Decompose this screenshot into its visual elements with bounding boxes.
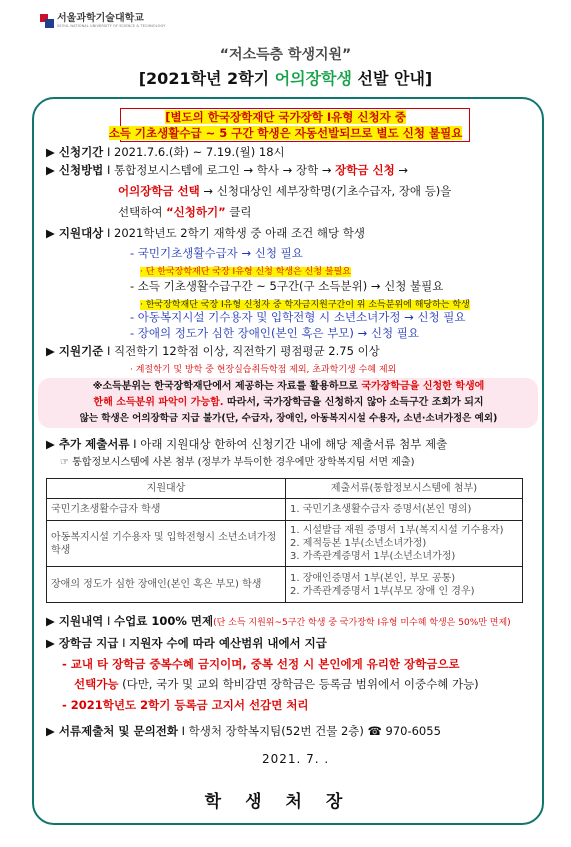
payment-row: ▶ 장학금 지급 I 지원자 수에 따라 예산범위 내에서 지급 [46,636,327,650]
payment-line-2: 선택가능 (다만, 국가 및 교외 학비감면 장학금은 등록금 범위에서 이중수혜 가능) [74,677,479,691]
title-suffix: 선발 안내] [351,69,433,88]
university-logo [40,14,165,29]
period-label: 신청기간 [58,145,104,159]
target-label: 지원대상 [58,226,104,240]
period-row: ▶ 신청기간 I 2021.7.6.(화) ~ 7.19.(월) 18시 [46,145,285,159]
table-row [47,499,523,521]
issuer: 학생처장 [204,792,367,812]
payment-line-3: - 2021학년도 2학기 등록금 고지서 선감면 처리 [62,698,309,712]
table-row [47,521,523,567]
target-note-2: · 한국장학재단 국장 I유형 신청자 중 학자금지원구간이 위 소득분위에 해당하는 학생 [140,300,470,310]
title-highlight: 어의장학생 [274,69,352,88]
method-label: 신청방법 [58,163,104,177]
document-date: 2021. 7. . [262,752,330,766]
target-row: ▶ 지원대상 I 2021학년도 2학기 재학생 중 아래 조건 해당 학생 [46,226,366,240]
docs-table [46,478,523,603]
page-subtitle: “저소득층 학생지원” [219,47,352,63]
method-row-2: 어의장학금 선택 → 신청대상인 세부장학명(기초수급자, 장애 등)을 [118,184,452,198]
warning-line-2: 한해 소득분위 파악이 가능함. 따라서, 국가장학금을 신청하지 않아 소득구간 조회가 되지 [93,397,484,408]
target-item-2: - 소득 기초생활수급구간 ~ 5구간(구 소득분위) → 신청 불필요 [130,279,444,293]
docs-row: ▶ 추가 제출서류 I 아래 지원대상 한하여 신청기간 내에 해당 제출서류 첨부 제출 [46,437,448,451]
contact-row: ▶ 서류제출처 및 문의전화 I 학생처 장학복지팀(52번 건물 2층) ☎ 970-6055 [46,724,441,738]
target-item-4: - 장애의 정도가 심한 장애인(본인 혹은 부모) → 신청 필요 [130,326,419,340]
warning-line-3: 않는 학생은 어의장학금 지급 불가(단, 수급자, 장애인, 아동복지시설 수용자, 소년·소녀가정은 예외) [79,413,498,424]
docs-label: 추가 제출서류 [58,437,130,451]
table-cell: 1. 시설발급 재원 증명서 1부(복지시설 기수용자) 2. 제적등본 1부(소년소녀가정) 3. 가족관계증명서 1부(소년소녀가정) [286,521,523,567]
target-note-1: · 단 한국장학재단 국장 I유형 신청 학생은 신청 불필요 [140,267,351,277]
contact-label: 서류제출처 및 문의전화 [58,724,178,738]
logo-name-ko: 서울과학기술대학교 [57,13,144,24]
target-item-1: - 국민기초생활수급자 → 신청 필요 [130,246,303,260]
method-row-1: ▶ 신청방법 I 통합정보시스템에 로그인 → 학사 → 장학 → 장학금 신청 → [46,163,408,177]
support-row: ▶ 지원내역 I 수업료 100% 면제(단 소득 지원위~5구간 학생 중 국가장학 I유형 미수혜 학생은 50%만 면제) [46,614,511,628]
target-item-3: - 아동복지시설 기수용자 및 입학전형 시 소년소녀가정 → 신청 필요 [130,310,466,324]
criteria-note: · 계절학기 및 방학 중 현장실습취득학점 제외, 초과학기생 수혜 제외 [130,365,397,375]
table-cell: 아동복지시설 기수용자 및 입학전형시 소년소녀가정 학생 [47,521,286,567]
payment-line-1: - 교내 타 장학금 중복수혜 금지이며, 중복 선정 시 본인에게 유리한 장학금으로 [62,657,460,671]
notice-line-1: [별도의 한국장학재단 국가장학 I유형 신청자 중 [165,110,406,124]
table-cell: 국민기초생활수급자 학생 [47,499,286,521]
title-prefix: [2021학년 2학기 [138,69,275,88]
method-row-3: 선택하여 “신청하기” 클릭 [118,205,252,219]
table-cell: 장애의 정도가 심한 장애인(본인 혹은 부모) 학생 [47,567,286,603]
table-header: 지원대상 [47,479,286,499]
table-cell: 1. 국민기초생활수급자 증명서(본인 명의) [286,499,523,521]
table-row [47,567,523,603]
contact-phone: 970-6055 [385,724,441,738]
docs-note: ☞ 통합정보시스템에 사본 첨부 (정부가 부득이한 경우에만 장학복지팀 서면 제출) [60,457,415,468]
warning-line-1: ※소득분위는 한국장학재단에서 제공하는 자료를 활용하므로 국가장학금을 신청한 학생에 [92,381,485,392]
period-value: 2021.7.6.(화) ~ 7.19.(월) 18시 [114,145,285,159]
criteria-label: 지원기준 [58,344,104,358]
notice-line-2: 소득 기초생활수급 ~ 5 구간 학생은 자동선발되므로 별도 신청 불필요 [108,126,463,140]
logo-emblem [40,14,54,28]
scholarship-apply-link: 장학금 신청 [335,163,395,177]
table-header-row [47,479,523,499]
support-label: 지원내역 [58,614,104,628]
criteria-row: ▶ 지원기준 I 직전학기 12학점 이상, 직전학기 평점평균 2.75 이상 [46,344,380,358]
logo-name-en: SEOUL NATIONAL UNIVERSITY OF SCIENCE & TECHNOLOGY [57,24,166,28]
page-title [0,66,571,89]
table-header: 제출서류(통합정보시스템에 첨부) [286,479,523,499]
payment-label: 장학금 지급 [58,636,119,650]
phone-icon: ☎ [367,724,382,738]
table-cell: 1. 장애인증명서 1부(본인, 부모 공통) 2. 가족관계증명서 1부(부모 장애 인 경우) [286,567,523,603]
